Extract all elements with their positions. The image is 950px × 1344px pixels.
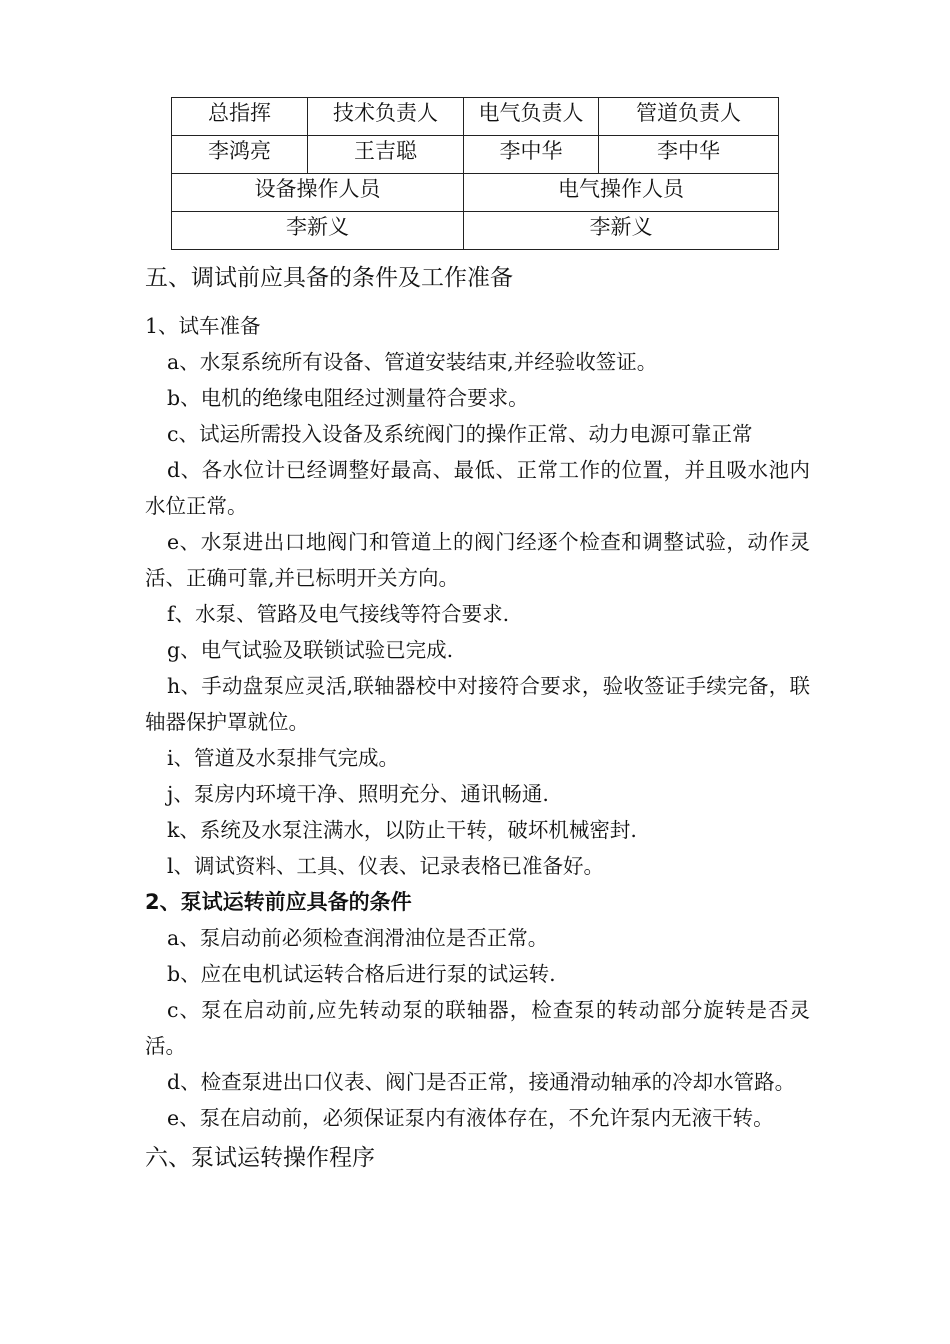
list-item: e、水泵进出口地阀门和管道上的阀门经逐个检查和调整试验，动作灵活、正确可靠,并已标明开关方向。: [145, 530, 810, 590]
table-cell: 设备操作人员: [172, 174, 464, 212]
table-cell: 技术负责人: [308, 98, 464, 136]
list-item: k、系统及水泵注满水，以防止干转，破坏机械密封.: [167, 818, 637, 842]
table-cell: 李新义: [172, 212, 464, 250]
list-item: b、电机的绝缘电阻经过测量符合要求。: [167, 386, 529, 410]
table-cell: 王吉聪: [308, 136, 464, 174]
list-item: g、电气试验及联锁试验已完成.: [167, 638, 454, 662]
list-item: c、泵在启动前,应先转动泵的联轴器，检查泵的转动部分旋转是否灵活。: [145, 998, 810, 1058]
document-body: [145, 256, 810, 1184]
list-item: l、调试资料、工具、仪表、记录表格已准备好。: [167, 854, 605, 878]
staff-table: [171, 97, 779, 250]
table-cell: 李中华: [464, 136, 599, 174]
table-cell: 李鸿亮: [172, 136, 308, 174]
list-item: j、泵房内环境干净、照明充分、通讯畅通.: [167, 782, 549, 806]
table-row: [172, 212, 779, 250]
table-cell: 李中华: [599, 136, 779, 174]
list-item: e、泵在启动前，必须保证泵内有液体存在，不允许泵内无液干转。: [167, 1106, 774, 1130]
subsection-heading: 2、泵试运转前应具备的条件: [145, 890, 412, 914]
list-item: a、泵启动前必须检查润滑油位是否正常。: [167, 926, 549, 950]
section-heading: 六、泵试运转操作程序: [145, 1145, 375, 1171]
list-item: c、试运所需投入设备及系统阀门的操作正常、动力电源可靠正常: [167, 422, 753, 446]
list-item: f、水泵、管路及电气接线等符合要求.: [167, 602, 510, 626]
table-cell: 电气操作人员: [464, 174, 779, 212]
table-cell: 电气负责人: [464, 98, 599, 136]
list-item: b、应在电机试运转合格后进行泵的试运转.: [167, 962, 556, 986]
list-item: a、水泵系统所有设备、管道安装结束,并经验收签证。: [167, 350, 658, 374]
table-cell: 总指挥: [172, 98, 308, 136]
section-heading: 五、调试前应具备的条件及工作准备: [145, 265, 513, 291]
table-cell: 李新义: [464, 212, 779, 250]
list-item: d、检查泵进出口仪表、阀门是否正常，接通滑动轴承的冷却水管路。: [167, 1070, 796, 1094]
list-item: h、手动盘泵应灵活,联轴器校中对接符合要求，验收签证手续完备，联轴器保护罩就位。: [145, 674, 810, 734]
table-row: [172, 98, 779, 136]
list-item: i、管道及水泵排气完成。: [167, 746, 400, 770]
table-row: [172, 136, 779, 174]
table-cell: 管道负责人: [599, 98, 779, 136]
table-row: [172, 174, 779, 212]
list-item: d、各水位计已经调整好最高、最低、正常工作的位置，并且吸水池内水位正常。: [145, 458, 810, 518]
subsection-heading: 1、试车准备: [145, 314, 261, 338]
